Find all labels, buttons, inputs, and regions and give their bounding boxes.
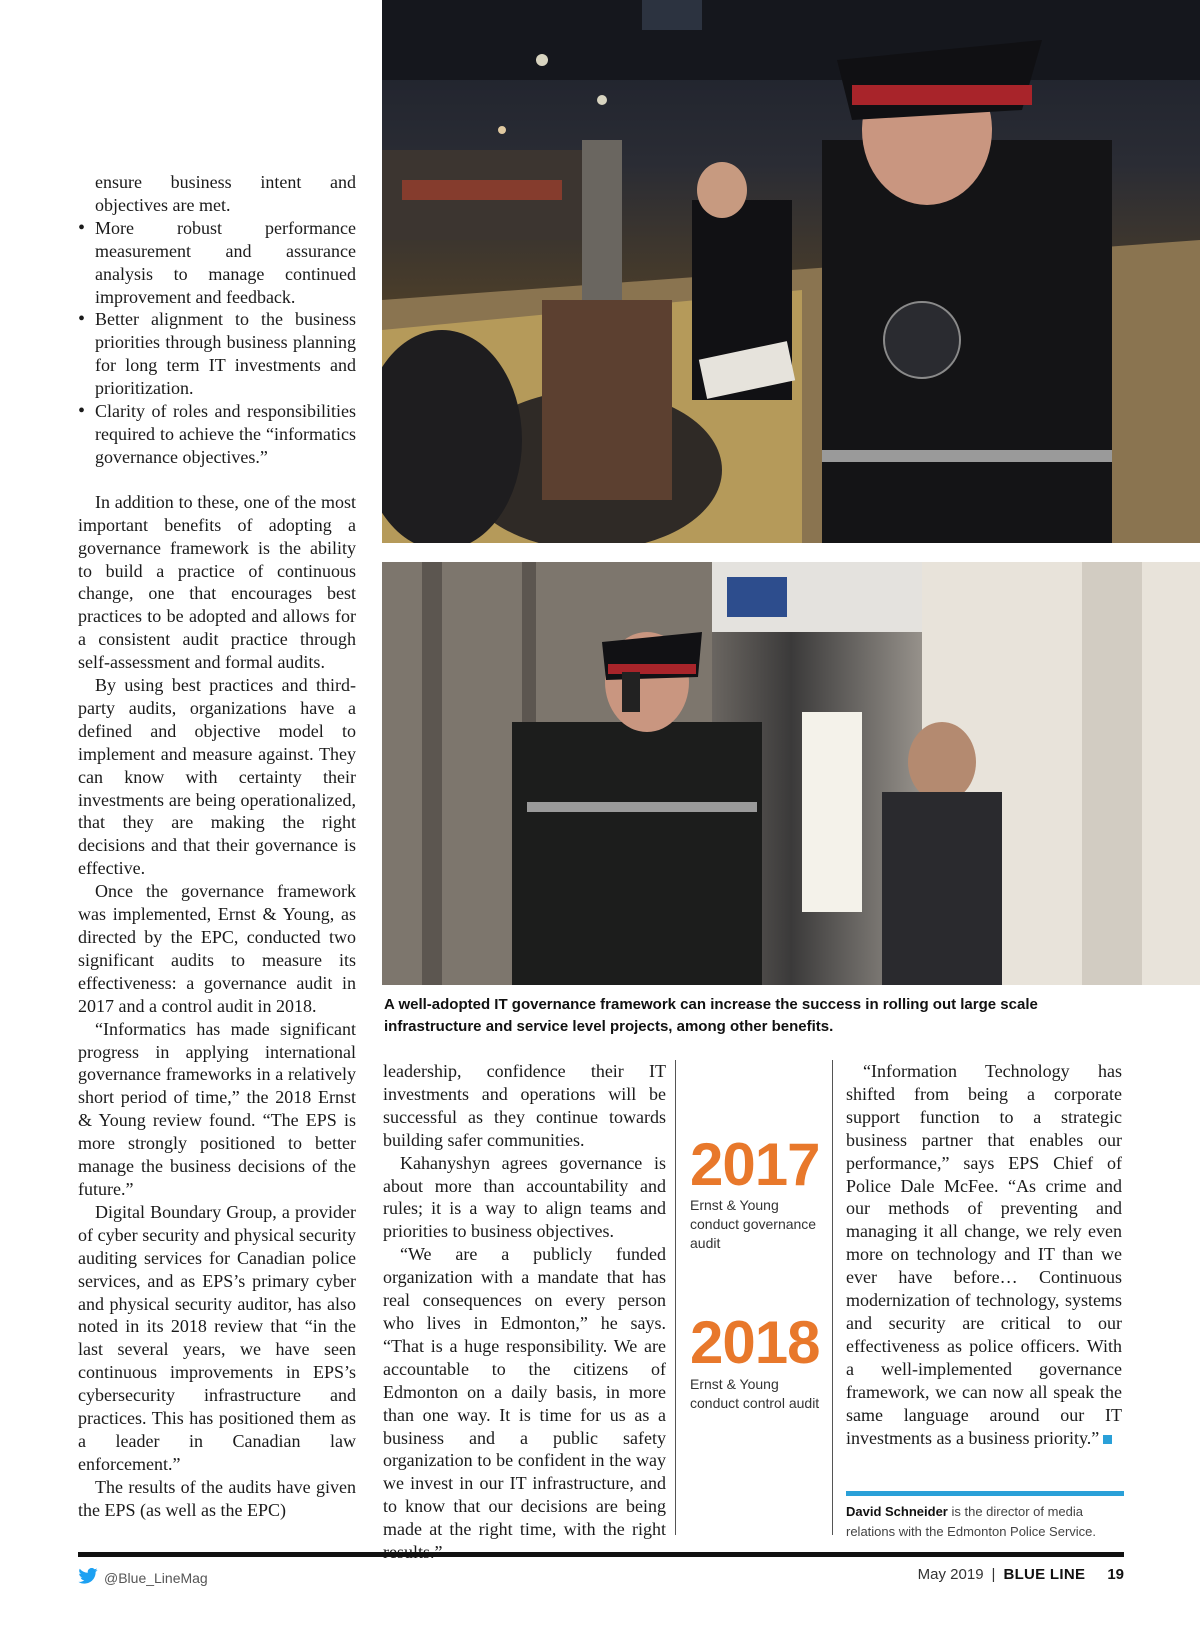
twitter-handle[interactable]: @Blue_LineMag xyxy=(104,1569,208,1586)
list-item: ensure business intent and objectives are met. xyxy=(95,172,356,215)
bio-rule xyxy=(846,1491,1124,1496)
column-divider xyxy=(832,1060,833,1535)
author-bio xyxy=(846,1502,1126,1542)
author-name: David Schneider xyxy=(846,1504,948,1519)
end-mark-icon xyxy=(1103,1435,1112,1444)
magazine-name: BLUE LINE xyxy=(1003,1566,1086,1583)
right-column xyxy=(846,1060,1122,1449)
footer-social[interactable] xyxy=(78,1568,208,1587)
body-paragraph: “Informatics has made significant progress in applying international governance frameworks in a relatively short period of time,” the 2018 Ernst & Young review found. “The EPS is more strongly positioned to better manage the business decisions of the future.” xyxy=(78,1018,356,1199)
body-paragraph: “We are a publicly funded organization with a mandate that has real consequences on every person who lives in Edmonton,” he says. “That is a huge responsibility. We are accountable to the citizens of Edmonton on a daily basis, in more than one way. It is time for us as a business and a public safety organization to be confident in the way we invest in our IT infrastructure, and to know that our decisions are being made at the right time, with the right xyxy=(383,1244,666,1540)
bullet-list xyxy=(78,171,356,469)
list-item: • Better alignment to the business priorities through business planning for long term IT investments and prioritization. xyxy=(78,308,356,400)
column-divider xyxy=(675,1060,676,1535)
body-paragraph: By using best practices and third-party audits, organizations have a defined and objective model to implement and measure against. They can know with certainty their investments are being operationalized, that they are making the right decisions and that their governance is effective. xyxy=(78,675,356,879)
footer-folio xyxy=(918,1566,1124,1583)
body-paragraph xyxy=(846,1060,1122,1449)
page-number: 19 xyxy=(1107,1566,1124,1583)
author-bio-text: is the director of media relations with the Edmonton Police Service. xyxy=(846,1504,1097,1539)
body-paragraph: Once the governance framework was implemented, Ernst & Young, as directed by the EPC, conducted two significant audits to measure its effectiveness: a governance audit in 2017 and a control audit in 2018. xyxy=(78,881,356,1016)
list-item: • More robust performance measurement and assurance analysis to manage continued improvement and feedback. xyxy=(78,217,356,309)
footer-rule xyxy=(78,1552,1124,1557)
folio-separator: | xyxy=(991,1566,996,1583)
body-paragraph: Kahanyshyn agrees governance is about more than accountability and rules; it is a way to align teams and priorities to business objectives. xyxy=(383,1152,666,1242)
photo-officer-phone-illustration xyxy=(382,562,1200,985)
photo-officer-notebook xyxy=(382,0,1200,543)
body-paragraph: The results of the audits have given the EPS (as well as the EPC) xyxy=(78,1476,356,1520)
twitter-bird-icon xyxy=(78,1568,98,1587)
body-paragraph: In addition to these, one of the most important benefits of adopting a governance framework is the ability to build a practice of continuous change, one that encourages best practices to be adopted and allows for a consistent audit practice through self-assessment and formal audits. xyxy=(78,491,356,673)
quote-text: “Information Technology has shifted from being a corporate support function to a strategic business partner that enables our performance,” says EPS Chief of Police Dale McFee. “As crime and our methods of preventing and managing it all change, we rely even more on technology and IT than we ever have before… Continuous modernization of technology, systems and security are critical to our effectiveness as police officers. With a well-implemented governance framework, we can now all speak the same language around our IT investments as a business priority.” xyxy=(846,1061,1122,1448)
list-item: • Clarity of roles and responsibilities required to achieve the “informatics governance objectives.” xyxy=(78,400,356,469)
body-paragraph: leadership, confidence their IT investments and operations will be successful as they continue towards building safer communities. xyxy=(383,1061,666,1150)
middle-column xyxy=(383,1060,666,1564)
photo-caption: A well-adopted IT governance framework can increase the success in rolling out large scale infrastructure and service level projects, among other benefits. xyxy=(384,996,1038,1035)
left-column xyxy=(78,171,356,1522)
stat-year-2017: 2017 xyxy=(690,1131,820,1198)
photo-officer-phone xyxy=(382,562,1200,985)
photo-officer-notebook-illustration xyxy=(382,0,1200,543)
stat-year-2018: 2018 xyxy=(690,1309,820,1376)
body-paragraph: Digital Boundary Group, a provider of cyber security and physical security auditing services for Canadian police services, and as EPS’s primary cyber and physical security auditor, has also noted in its 2018 review that “in the last several years, we have seen continuous improvements in EPS’s cybersecurity infrastructure and practices. This has positioned them as a leader in Canadian law enforcement.” xyxy=(78,1201,356,1474)
issue-date: May 2019 xyxy=(917,1566,984,1583)
stat-description: Ernst & Young conduct control audit xyxy=(690,1376,820,1411)
stat-description: Ernst & Young conduct governance audit xyxy=(690,1197,817,1251)
